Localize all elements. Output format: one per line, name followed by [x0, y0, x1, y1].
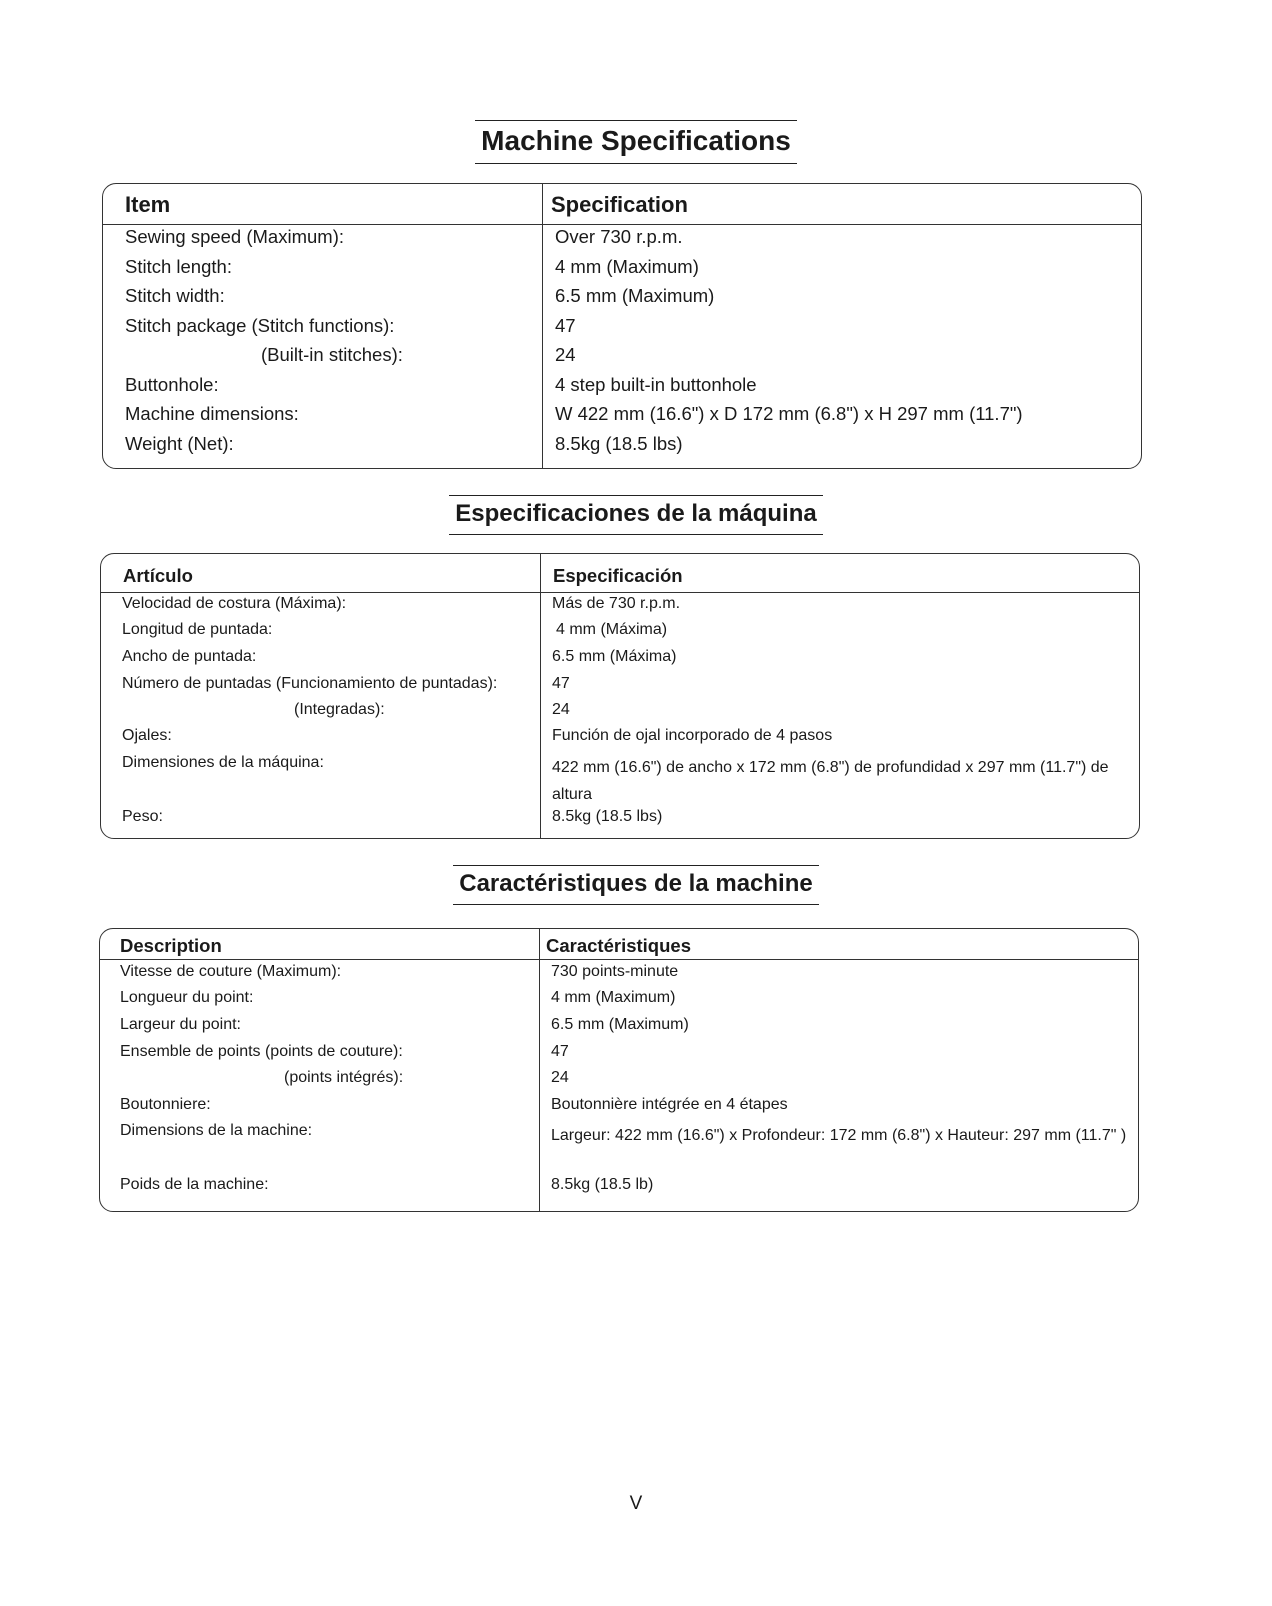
- row-value: Boutonnière intégrée en 4 étapes: [551, 1096, 788, 1113]
- row-value: 4 mm (Maximum): [555, 256, 699, 277]
- row-label: Largeur du point:: [120, 1016, 241, 1033]
- header-rule: [100, 959, 1138, 960]
- row-value: Función de ojal incorporado de 4 pasos: [552, 727, 833, 744]
- row-label: (Integradas):: [294, 701, 385, 718]
- column-divider: [540, 554, 541, 838]
- row-value: Largeur: 422 mm (16.6") x Profondeur: 172 mm (6.8") x Hauteur: 297 mm (11.7" ): [551, 1127, 1127, 1144]
- row-value: Over 730 r.p.m.: [555, 226, 683, 247]
- row-value: 24: [555, 344, 576, 365]
- spanish-title: Especificaciones de la máquina: [449, 495, 822, 535]
- row-label: (points intégrés):: [284, 1069, 404, 1086]
- page-number: V: [629, 1493, 643, 1514]
- row-value: 4 mm (Máxima): [556, 621, 668, 638]
- row-value: 8.5kg (18.5 lbs): [555, 433, 683, 454]
- header-item: Artículo: [123, 565, 193, 586]
- row-label: Ensemble de points (points de couture):: [120, 1043, 403, 1060]
- header-specification: Specification: [551, 192, 688, 217]
- row-label: Boutonniere:: [120, 1096, 211, 1113]
- row-value: 422 mm (16.6") de ancho x 172 mm (6.8") de profundidad x 297 mm (11.7") de altura: [552, 759, 1109, 803]
- row-label: Vitesse de couture (Maximum):: [120, 963, 342, 980]
- spec-table-french: [99, 928, 1139, 1212]
- row-label: Stitch length:: [125, 256, 232, 277]
- header-rule: [103, 224, 1141, 225]
- row-value: 6.5 mm (Máxima): [552, 648, 677, 665]
- column-divider: [539, 929, 540, 1211]
- row-label: Sewing speed (Maximum):: [125, 226, 344, 247]
- header-specification: Caractéristiques: [546, 935, 691, 956]
- row-label: Ojales:: [122, 727, 172, 744]
- row-value: 6.5 mm (Maximum): [555, 285, 715, 306]
- row-value: 8.5kg (18.5 lbs): [552, 808, 663, 825]
- row-label: Weight (Net):: [125, 433, 234, 454]
- spec-table-spanish: [100, 553, 1140, 839]
- row-value: 8.5kg (18.5 lb): [551, 1176, 654, 1193]
- row-label: Número de puntadas (Funcionamiento de puntadas):: [122, 675, 498, 692]
- section-title-french: [0, 865, 1272, 905]
- row-value: Más de 730 r.p.m.: [552, 595, 681, 612]
- row-label: Velocidad de costura (Máxima):: [122, 595, 347, 612]
- row-label: Buttonhole:: [125, 374, 219, 395]
- row-value: 47: [552, 675, 570, 692]
- row-label: Stitch width:: [125, 285, 225, 306]
- row-value: 730 points-minute: [551, 963, 679, 980]
- row-label: Dimensiones de la máquina:: [122, 754, 324, 771]
- column-divider: [542, 184, 543, 468]
- header-item: Description: [120, 935, 222, 956]
- spec-table-english: [102, 183, 1142, 469]
- row-value: 4 step built-in buttonhole: [555, 374, 757, 395]
- row-label: Stitch package (Stitch functions):: [125, 315, 395, 336]
- row-value: 47: [555, 315, 576, 336]
- row-label: Ancho de puntada:: [122, 648, 257, 665]
- row-label: Machine dimensions:: [125, 403, 299, 424]
- header-item: Item: [125, 192, 171, 217]
- row-label: Dimensions de la machine:: [120, 1122, 313, 1139]
- section-title-spanish: [0, 495, 1272, 535]
- row-value: 47: [551, 1043, 569, 1060]
- row-label: Peso:: [122, 808, 163, 825]
- row-label: Poids de la machine:: [120, 1176, 269, 1193]
- english-title: Machine Specifications: [475, 120, 797, 164]
- row-value: 6.5 mm (Maximum): [551, 1016, 689, 1033]
- row-label: Longitud de puntada:: [122, 621, 273, 638]
- french-title: Caractéristiques de la machine: [453, 865, 818, 905]
- row-value: 24: [552, 701, 570, 718]
- section-title-english: [0, 120, 1272, 164]
- row-value: 24: [551, 1069, 569, 1086]
- row-value: 4 mm (Maximum): [551, 989, 676, 1006]
- header-rule: [101, 592, 1139, 593]
- row-value: W 422 mm (16.6") x D 172 mm (6.8") x H 297 mm (11.7"): [555, 403, 1023, 424]
- row-label: Longueur du point:: [120, 989, 254, 1006]
- header-specification: Especificación: [553, 565, 683, 586]
- row-label: (Built-in stitches):: [261, 344, 403, 365]
